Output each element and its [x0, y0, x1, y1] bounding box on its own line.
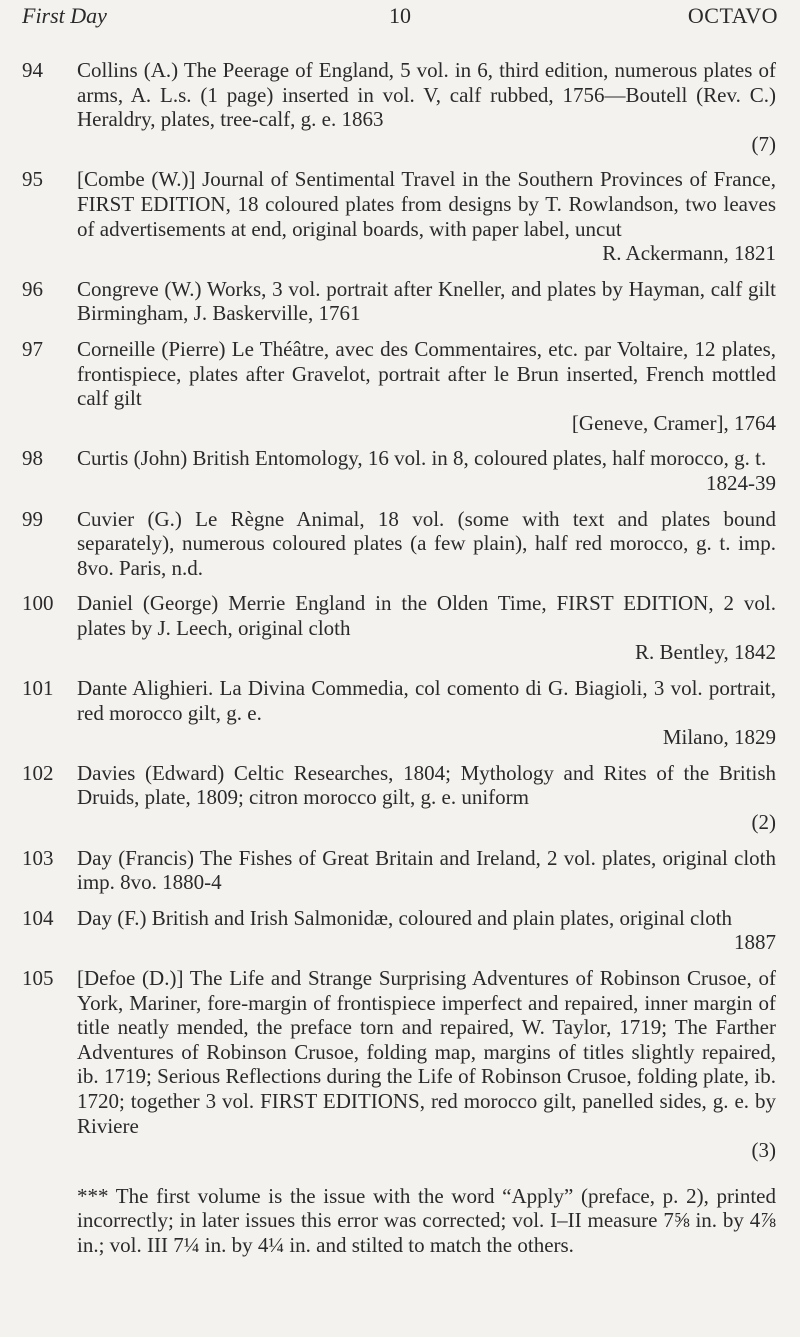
entry-103	[0, 846, 800, 895]
entry-text: Day (Francis) The Fishes of Great Britain and Ireland, 2 vol. plates, original cloth imp. 8vo. 1880-4	[77, 845, 776, 895]
header-format: OCTAVO	[687, 3, 778, 28]
entry-text: Collins (A.) The Peerage of England, 5 vol. in 6, third edition, numerous plates of arms, A. L.s. (1 page) inserted in vol. V, calf rubbed, 1756—Boutell (Rev. C.) Heraldry, plates, tree-calf, g. e. 1863	[77, 58, 776, 132]
entry-96	[0, 277, 800, 326]
entry-94	[0, 58, 800, 156]
entry-imprint: 1824-39	[706, 470, 776, 495]
entry-text: Corneille (Pierre) Le Théâtre, avec des Commentaires, etc. par Voltaire, 12 plates, frontispiece, plates after Gravelot, portrait after le Brun inserted, French mottled calf gilt	[77, 336, 776, 411]
entry-text: Davies (Edward) Celtic Researches, 1804; Mythology and Rites of the British Druids, plate, 1809; citron morocco gilt, g. e. uniform	[77, 760, 776, 810]
page-number: 10	[389, 3, 411, 28]
lot-number: 99	[22, 506, 43, 531]
entry-97	[0, 337, 800, 435]
lot-number: 97	[22, 336, 43, 361]
header-day: First Day	[22, 3, 107, 28]
entry-text: [Combe (W.)] Journal of Sentimental Travel in the Southern Provinces of France, FIRST EDITION, 18 coloured plates from designs by T. Rowlandson, two leaves of advertisements at end, original boards, with paper label, uncut	[77, 167, 776, 241]
entry-102	[0, 761, 800, 835]
lot-number: 100	[22, 591, 54, 616]
entry-text: Congreve (W.) Works, 3 vol. portrait after Kneller, and plates by Hayman, calf gilt Birmingham, J. Baskerville, 1761	[77, 276, 776, 326]
lot-number: 96	[22, 276, 43, 301]
entry-text: Cuvier (G.) Le Règne Animal, 18 vol. (some with text and plates bound separately), numerous coloured plates (a few plain), half red morocco, g. t. imp. 8vo. Paris, n.d.	[77, 506, 776, 580]
entry-text: Day (F.) British and Irish Salmonidæ, coloured and plain plates, original cloth	[77, 905, 733, 930]
entry-list	[0, 58, 800, 1279]
entry-imprint: R. Ackermann, 1821	[602, 241, 776, 266]
entry-98	[0, 446, 800, 495]
entry-imprint: R. Bentley, 1842	[635, 640, 776, 665]
entry-text: Daniel (George) Merrie England in the Olden Time, FIRST EDITION, 2 vol. plates by J. Leech, original cloth	[77, 591, 776, 640]
entry-imprint: 1887	[734, 930, 776, 955]
entry-imprint: Milano, 1829	[662, 725, 776, 750]
lot-number: 105	[22, 966, 54, 990]
entry-105	[0, 966, 800, 1163]
entry-imprint: (2)	[751, 810, 776, 835]
running-header	[22, 3, 778, 33]
entry-95	[0, 167, 800, 265]
lot-number: 95	[22, 167, 43, 192]
entry-imprint: [Geneve, Cramer], 1764	[571, 410, 776, 435]
entry-text: Dante Alighieri. La Divina Commedia, col comento di G. Biagioli, 3 vol. portrait, red morocco gilt, g. e.	[77, 676, 776, 725]
lot-number: 94	[22, 58, 43, 82]
entry-text: [Defoe (D.)] The Life and Strange Surprising Adventures of Robinson Crusoe, of York, Mariner, fore-margin of frontispiece imperfect and repaired, inner margin of title neatly mended, the preface torn and repaired, W. Taylor, 1719; The Farther Adventures of Robinson Crusoe, folding map, margins of titles slightly repaired, ib. 1719; Serious Reflections during the Life of Robinson Crusoe, folding plate, ib. 1720; together 3 vol. FIRST EDITIONS, red morocco gilt, panelled sides, g. e. by Riviere	[77, 966, 776, 1138]
lot-number: 101	[22, 676, 54, 701]
footnote: *** The first volume is the issue with the word “Apply” (preface, p. 2), printed incorrectly; in later issues this error was corrected; vol. I–II measure 7⅝ in. by 4⅞ in.; vol. III 7¼ in. by 4¼ in. and stilted to match the others.	[77, 1183, 776, 1257]
lot-number: 104	[22, 905, 54, 930]
entry-text: Curtis (John) British Entomology, 16 vol. in 8, coloured plates, half morocco, g. t.	[77, 446, 767, 471]
entry-100	[0, 591, 800, 665]
lot-number: 98	[22, 446, 43, 471]
entry-101	[0, 676, 800, 750]
entry-imprint: (3)	[751, 1138, 776, 1163]
entry-104	[0, 906, 800, 955]
lot-number: 102	[22, 760, 54, 785]
entry-99	[0, 507, 800, 581]
entry-imprint: (7)	[751, 131, 776, 156]
lot-number: 103	[22, 845, 54, 870]
